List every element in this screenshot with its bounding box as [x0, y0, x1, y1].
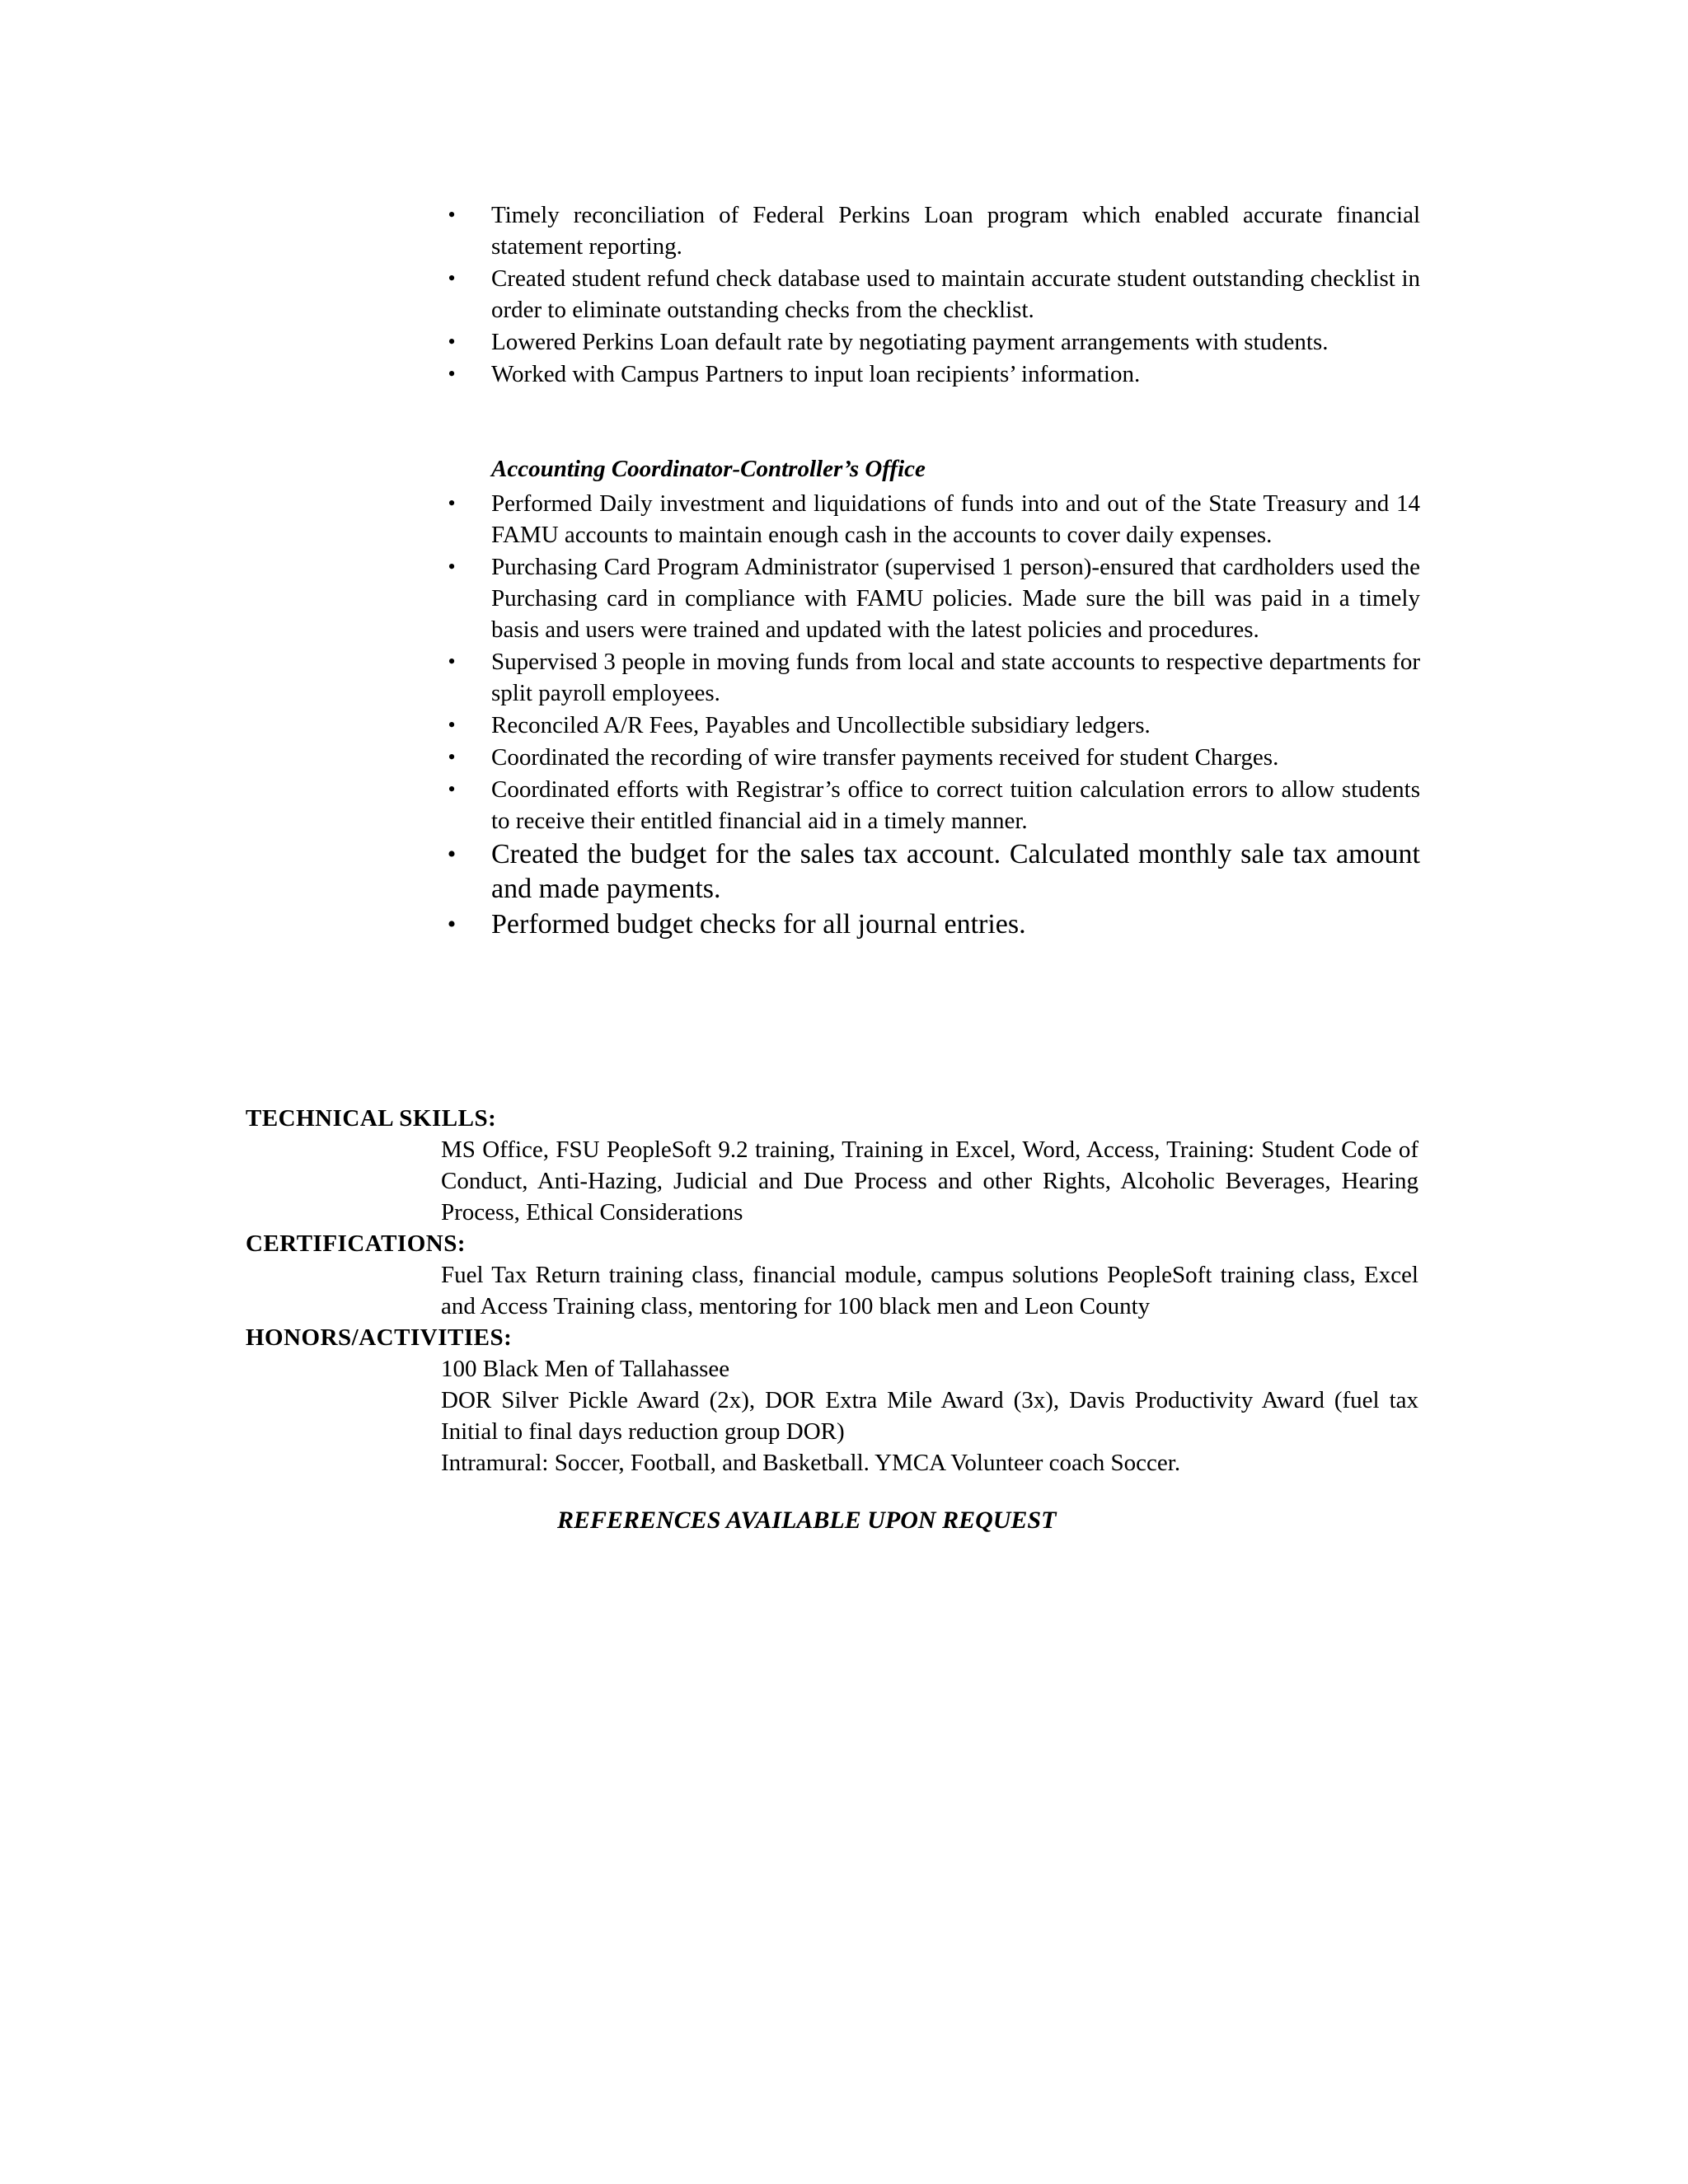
list-item: • Coordinated efforts with Registrar’s office to correct tuition calculation errors to allow students to receive their entitled financial aid in a timely manner. — [443, 774, 1420, 837]
certifications-paragraph: Fuel Tax Return training class, financial module, campus solutions PeopleSoft training class, Excel and Access Training class, mentoring for 100 black men and Leon County — [441, 1262, 1418, 1319]
technical-skills-paragraph: MS Office, FSU PeopleSoft 9.2 training, Training in Excel, Word, Access, Training: Student Code of Conduct, Anti-Hazing, Judicial and Due Process and other Rights, Alcoholic Beverages, Hearing Process, Ethical Considerations — [441, 1137, 1418, 1226]
list-item: • Performed Daily investment and liquidations of funds into and out of the State Treasury and 14 FAMU accounts to maintain enough cash in the accounts to cover daily expenses. — [443, 488, 1420, 551]
list-item: • Coordinated the recording of wire transfer payments received for student Charges. — [443, 742, 1420, 773]
list-item: • Reconciled A/R Fees, Payables and Uncollectible subsidiary ledgers. — [443, 710, 1420, 741]
bullet-icon: • — [447, 911, 457, 938]
bullet-icon: • — [448, 713, 456, 737]
honors-heading: HONORS/ACTIVITIES: — [246, 1324, 513, 1351]
bullet-icon: • — [448, 362, 456, 386]
references-note: REFERENCES AVAILABLE UPON REQUEST — [557, 1507, 1057, 1534]
technical-skills-text — [441, 1134, 1418, 1228]
bullet-icon: • — [447, 841, 457, 868]
list-item: • Created the budget for the sales tax account. Calculated monthly sale tax amount and made payments. — [443, 837, 1420, 907]
controller-duties-list — [443, 488, 1420, 943]
job-title-heading: Accounting Coordinator-Controller’s Office — [491, 456, 926, 482]
list-item: • Purchasing Card Program Administrator (supervised 1 person)-ensured that cardholders used the Purchasing card in compliance with FAMU policies. Made sure the bill was paid in a timely basis and users were trained and updated with the latest policies and procedures. — [443, 551, 1420, 645]
certifications-text — [441, 1259, 1418, 1322]
honors-text — [441, 1353, 1418, 1479]
honors-line: Intramural: Soccer, Football, and Basketball. YMCA Volunteer coach Soccer. — [441, 1450, 1181, 1476]
bullet-icon: • — [448, 491, 456, 515]
list-item: • Timely reconciliation of Federal Perkins Loan program which enabled accurate financial statement reporting. — [443, 199, 1420, 262]
honors-line: 100 Black Men of Tallahassee — [441, 1356, 730, 1382]
list-item: • Created student refund check database used to maintain accurate student outstanding checklist in order to eliminate outstanding checks from the checklist. — [443, 263, 1420, 326]
bullet-icon: • — [448, 203, 456, 227]
bullet-icon: • — [448, 649, 456, 673]
perkins-duties-list — [443, 199, 1420, 391]
certifications-heading: CERTIFICATIONS: — [246, 1230, 466, 1257]
bullet-icon: • — [448, 745, 456, 769]
list-item: • Worked with Campus Partners to input loan recipients’ information. — [443, 359, 1420, 390]
list-item: • Performed budget checks for all journal entries. — [443, 907, 1420, 942]
honors-line: DOR Silver Pickle Award (2x), DOR Extra Mile Award (3x), Davis Productivity Award (fuel tax Initial to final days reduction group DOR) — [441, 1387, 1418, 1445]
list-item: • Supervised 3 people in moving funds from local and state accounts to respective departments for split payroll employees. — [443, 646, 1420, 709]
bullet-icon: • — [448, 555, 456, 579]
technical-skills-heading: TECHNICAL SKILLS: — [246, 1105, 497, 1132]
bullet-icon: • — [448, 777, 456, 801]
bullet-icon: • — [448, 266, 456, 290]
bullet-icon: • — [448, 330, 456, 354]
list-item: • Lowered Perkins Loan default rate by negotiating payment arrangements with students. — [443, 326, 1420, 358]
